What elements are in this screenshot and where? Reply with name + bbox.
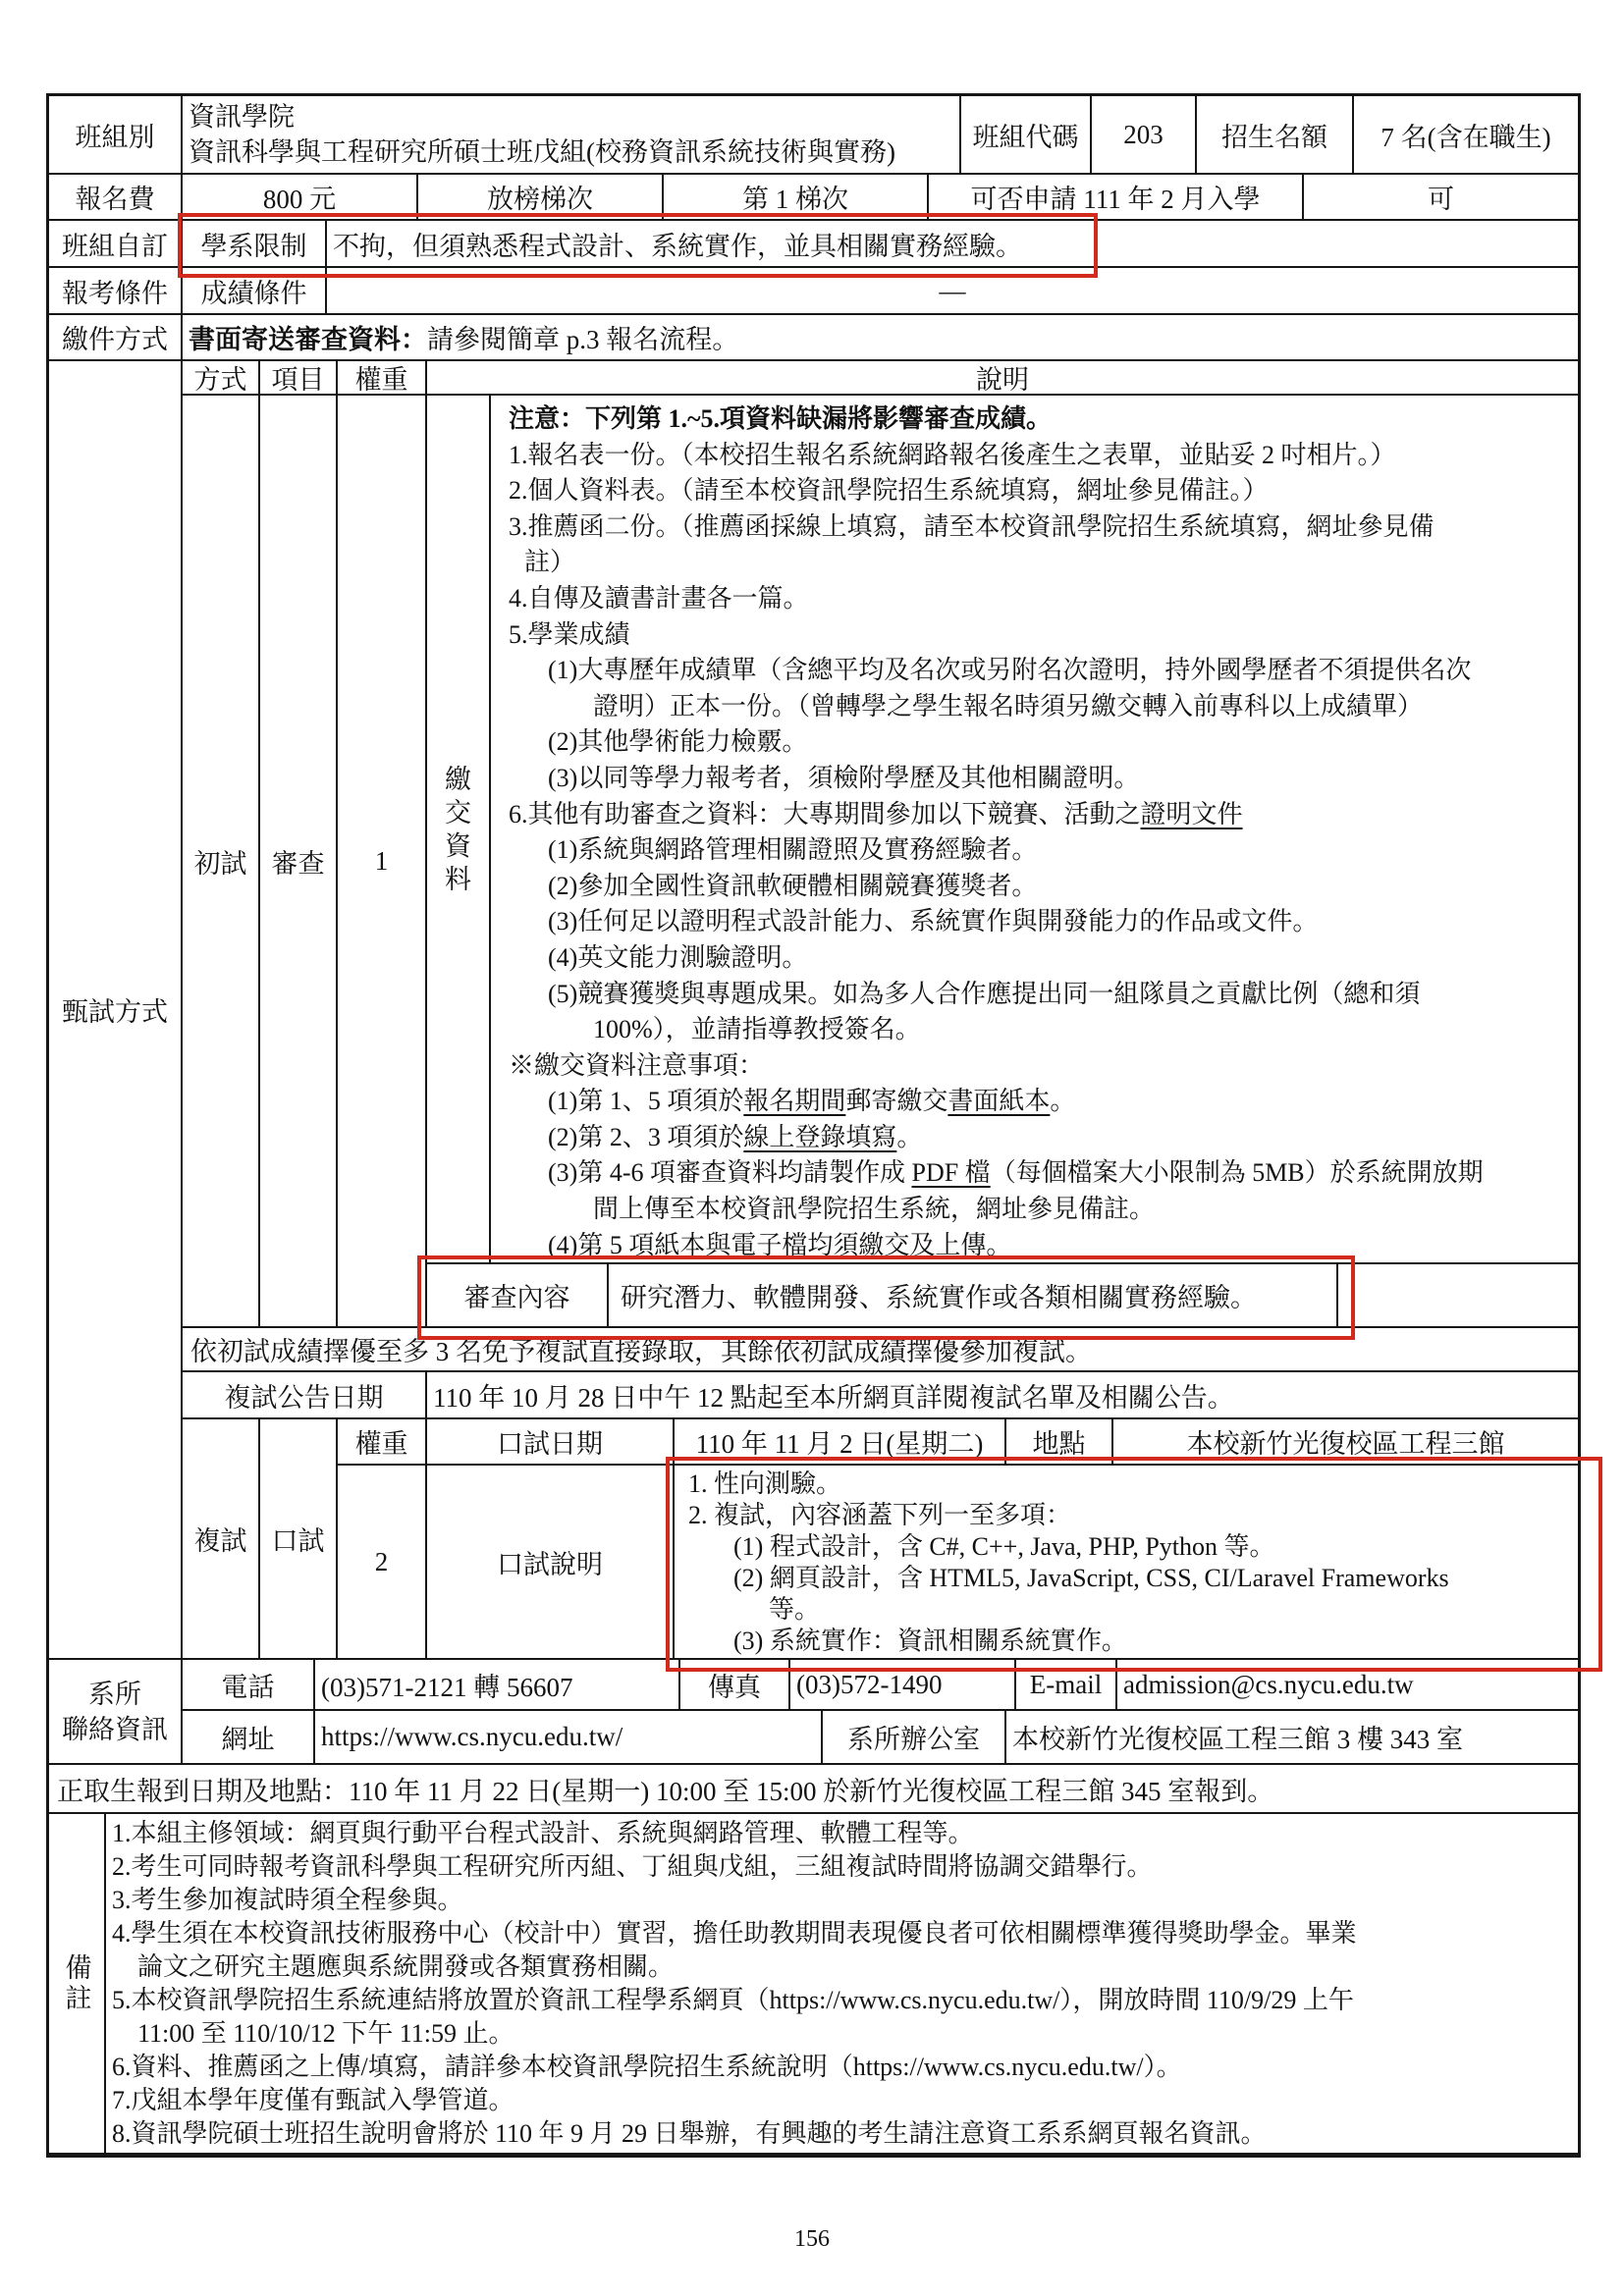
submission-row-label: 繳件方式 <box>49 315 183 359</box>
group-code-label: 班組代碼 <box>961 96 1092 173</box>
college-name: 資訊學院 <box>189 102 295 132</box>
class-group-value <box>183 96 961 173</box>
fax-value: (03)572-1490 <box>790 1660 1016 1709</box>
second-round-block <box>183 1419 1578 1658</box>
admission-rule-row <box>183 1328 1578 1372</box>
header-weight: 權重 <box>338 361 427 394</box>
release-value: 第 1 梯次 <box>664 175 929 219</box>
phone-value: (03)571-2121 轉 56607 <box>315 1660 680 1709</box>
remarks-content: 1.本組主修領域：網頁與行動平台程式設計、系統與網路管理、軟體工程等。 2.考生可同時報考資訊科學與工程研究所丙組、丁組與戊組，三組複試時間將協調交錯舉行。 3.考生參加複試時須全程參與。 4.學生須在本校資訊技術服務中心（校計中）實習，擔任助教期間表現優良者可依相關標準獲得獎助學金。畢業 論文之研究主題應與系統開發或各類實務相關。 5.本校資訊學院招生系統連結將放置於資訊工程學系網頁（https://www.cs.nycu.edu.tw/），開放時間 110/9/29 上午 11:00 至 110/10/12 下午 11:59 止。 6.資料、推薦函之上傳/填寫，請詳參本校資訊學院招生系統說明（https://www.cs.nycu.edu.tw/）。 7.戊組本學年度僅有甄試入學管道。 8.資訊學院碩士班招生說明會將於 110 年 9 月 29 日舉辦，有興趣的考生請注意資工系系網頁報名資訊。 <box>112 1819 1357 2148</box>
program-name: 資訊科學與工程研究所碩士班戊組(校務資訊系統技術與實務) <box>189 137 895 167</box>
row-custom-limit <box>49 221 1578 268</box>
first-round-description: 注意：下列第 1.~5.項資料缺漏將影響審查成績。 1.報名表一份。（本校招生報名系統網路報名後產生之表單，並貼妥 2 吋相片。） 2.個人資料表。（請至本校資訊學院招生系統填寫，網址參見備註。） 3.推薦函二份。（推薦函採線上填寫，請至本校資訊學院招生系統填寫，網址參見備 註） 4.自傳及讀書計畫各一篇。 5.學業成績 (1)大專歷年成績單（含總平均及名次或另附名次證明，持外國學歷者不須提供名次 證明）正本一份。（曾轉學之學生報名時須另繳交轉入前專科以上成績單） (2)其他學術能力檢覈。 (3)以同等學力報考者，須檢附學歷及其他相關證明。 6.其他有助審查之資料：大專期間參加以下競賽、活動之證明文件 (1)系統與網路管理相關證照及實務經驗者。 (2)參加全國性資訊軟硬體相關競賽獲獎者。 (3)任何足以證明程式設計能力、系統實作與開發能力的作品或文件。 (4)英文能力測驗證明。 (5)競賽獲獎與專題成果。如為多人合作應提出同一組隊員之貢獻比例（總和須 100%），並請指導教授簽名。 ※繳交資料注意事項： (1)第 1、5 項須於報名期間郵寄繳交書面紙本。 (2)第 2、3 項須於線上登錄填寫。 (3)第 4-6 項審查資料均請製作成 PDF 檔（每個檔案大小限制為 5MB）於系統開放期 間上傳至本校資訊學院招生系統，網址參見備註。 (4)第 5 項紙本與電子檔均須繳交及上傳。 <box>509 404 1484 1259</box>
first-round-block <box>183 396 1578 1328</box>
email-label: E-mail <box>1016 1660 1117 1709</box>
announce-label: 複試公告日期 <box>183 1372 427 1417</box>
checkin-text: 正取生報到日期及地點：110 年 11 月 22 日(星期一) 10:00 至 15:00 於新竹光復校區工程三館 345 室報到。 <box>57 1776 1274 1806</box>
oral-location-value: 本校新竹光復校區工程三館 <box>1186 1429 1505 1459</box>
website-value: https://www.cs.nycu.edu.tw/ <box>315 1711 823 1763</box>
contact-row-2 <box>183 1711 1578 1763</box>
submit-docs-label: 繳交資料 <box>427 396 491 1262</box>
row-checkin <box>49 1765 1578 1814</box>
feb-entry-label: 可否申請 111 年 2 月入學 <box>929 175 1304 219</box>
selection-header-row <box>183 361 1578 396</box>
row-contact <box>49 1660 1578 1765</box>
oral-header-row <box>338 1419 1578 1466</box>
first-round-desc-row <box>427 396 1578 1264</box>
dept-limit-value: 不拘，但須熟悉程式設計、系統實作，並具相關實務經驗。 <box>333 231 1022 261</box>
custom-row-label: 班組自訂 <box>49 221 183 266</box>
quota-value: 7 名(含在職生) <box>1380 122 1551 152</box>
phone-label: 電話 <box>183 1660 315 1709</box>
office-value: 本校新竹光復校區工程三館 3 樓 343 室 <box>1012 1725 1463 1754</box>
header-method: 方式 <box>183 361 260 394</box>
submission-rest-text: 請參閱簡章 p.3 報名流程。 <box>427 325 739 354</box>
first-round-weight: 1 <box>338 396 427 1326</box>
submission-bold-text: 書面寄送審查資料： <box>189 325 427 354</box>
row-class-group <box>49 96 1578 175</box>
second-round-item: 口試 <box>260 1419 338 1658</box>
release-label: 放榜梯次 <box>418 175 664 219</box>
announce-row <box>183 1372 1578 1419</box>
row-remarks <box>49 1814 1578 2153</box>
selection-block <box>183 361 1578 1658</box>
fee-label: 報名費 <box>49 175 183 219</box>
dept-limit-label: 學系限制 <box>183 221 327 266</box>
grade-condition-value: — <box>939 275 966 305</box>
oral-date-label: 口試日期 <box>427 1419 675 1464</box>
grade-condition-label: 成績條件 <box>183 268 327 313</box>
class-group-label: 班組別 <box>49 96 183 173</box>
announce-value: 110 年 10 月 28 日中午 12 點起至本所網頁詳閱複試名單及相關公告。 <box>433 1382 1234 1413</box>
second-round-weight: 2 <box>338 1466 427 1658</box>
review-content-row <box>427 1264 1578 1326</box>
oral-location-label: 地點 <box>1006 1419 1113 1464</box>
review-content-empty <box>1338 1264 1578 1326</box>
contact-block <box>183 1660 1578 1763</box>
remarks-label: 備註 <box>49 1814 106 2153</box>
row-submission <box>49 315 1578 361</box>
quota-label: 招生名額 <box>1197 96 1354 173</box>
contact-row-label: 系所 聯絡資訊 <box>49 1660 183 1763</box>
page-number: 156 <box>794 2226 830 2252</box>
oral-weight-label: 權重 <box>338 1419 427 1464</box>
oral-desc-row <box>338 1466 1578 1658</box>
row-conditions <box>49 268 1578 315</box>
row-fee <box>49 175 1578 221</box>
header-description: 說明 <box>976 365 1029 394</box>
second-round-method: 複試 <box>183 1419 260 1658</box>
fax-label: 傳真 <box>680 1660 790 1709</box>
submission-value <box>183 315 1578 359</box>
oral-desc-label: 口試說明 <box>427 1466 675 1658</box>
conditions-row-label: 報考條件 <box>49 268 183 313</box>
selection-row-label: 甄試方式 <box>49 361 183 1658</box>
admission-rule-text: 依初試成績擇優至多 3 名免予複試直接錄取，其餘依初試成績擇優參加複試。 <box>190 1337 1092 1366</box>
website-label: 網址 <box>183 1711 315 1763</box>
group-code-value: 203 <box>1092 96 1197 173</box>
email-value: admission@cs.nycu.edu.tw <box>1123 1669 1414 1699</box>
contact-row-1 <box>183 1660 1578 1711</box>
review-content-label: 審查內容 <box>427 1264 609 1326</box>
oral-date-value: 110 年 11 月 2 日(星期二) <box>675 1419 1006 1464</box>
second-round-right <box>338 1419 1578 1658</box>
fee-value: 800 元 <box>183 175 418 219</box>
office-label: 系所辦公室 <box>823 1711 1006 1763</box>
feb-entry-value: 可 <box>1428 185 1454 214</box>
first-round-right <box>427 396 1578 1326</box>
oral-description: 1. 性向測驗。 2. 複試，內容涵蓋下列一至多項： (1) 程式設計，含 C#, C++, Java, PHP, Python 等。 (2) 網頁設計，含 HTML5, JavaScript, CSS, CI/Laravel Frameworks 等。 (3) 系統實作：資訊相關系統實作。 <box>688 1469 1449 1655</box>
row-selection-method <box>49 361 1578 1660</box>
review-content-value: 研究潛力、軟體開發、系統實作或各類相關實務經驗。 <box>609 1264 1338 1326</box>
first-round-item: 審查 <box>260 396 338 1326</box>
header-item: 項目 <box>260 361 338 394</box>
admission-table <box>46 93 1581 2158</box>
first-round-method: 初試 <box>183 396 260 1326</box>
